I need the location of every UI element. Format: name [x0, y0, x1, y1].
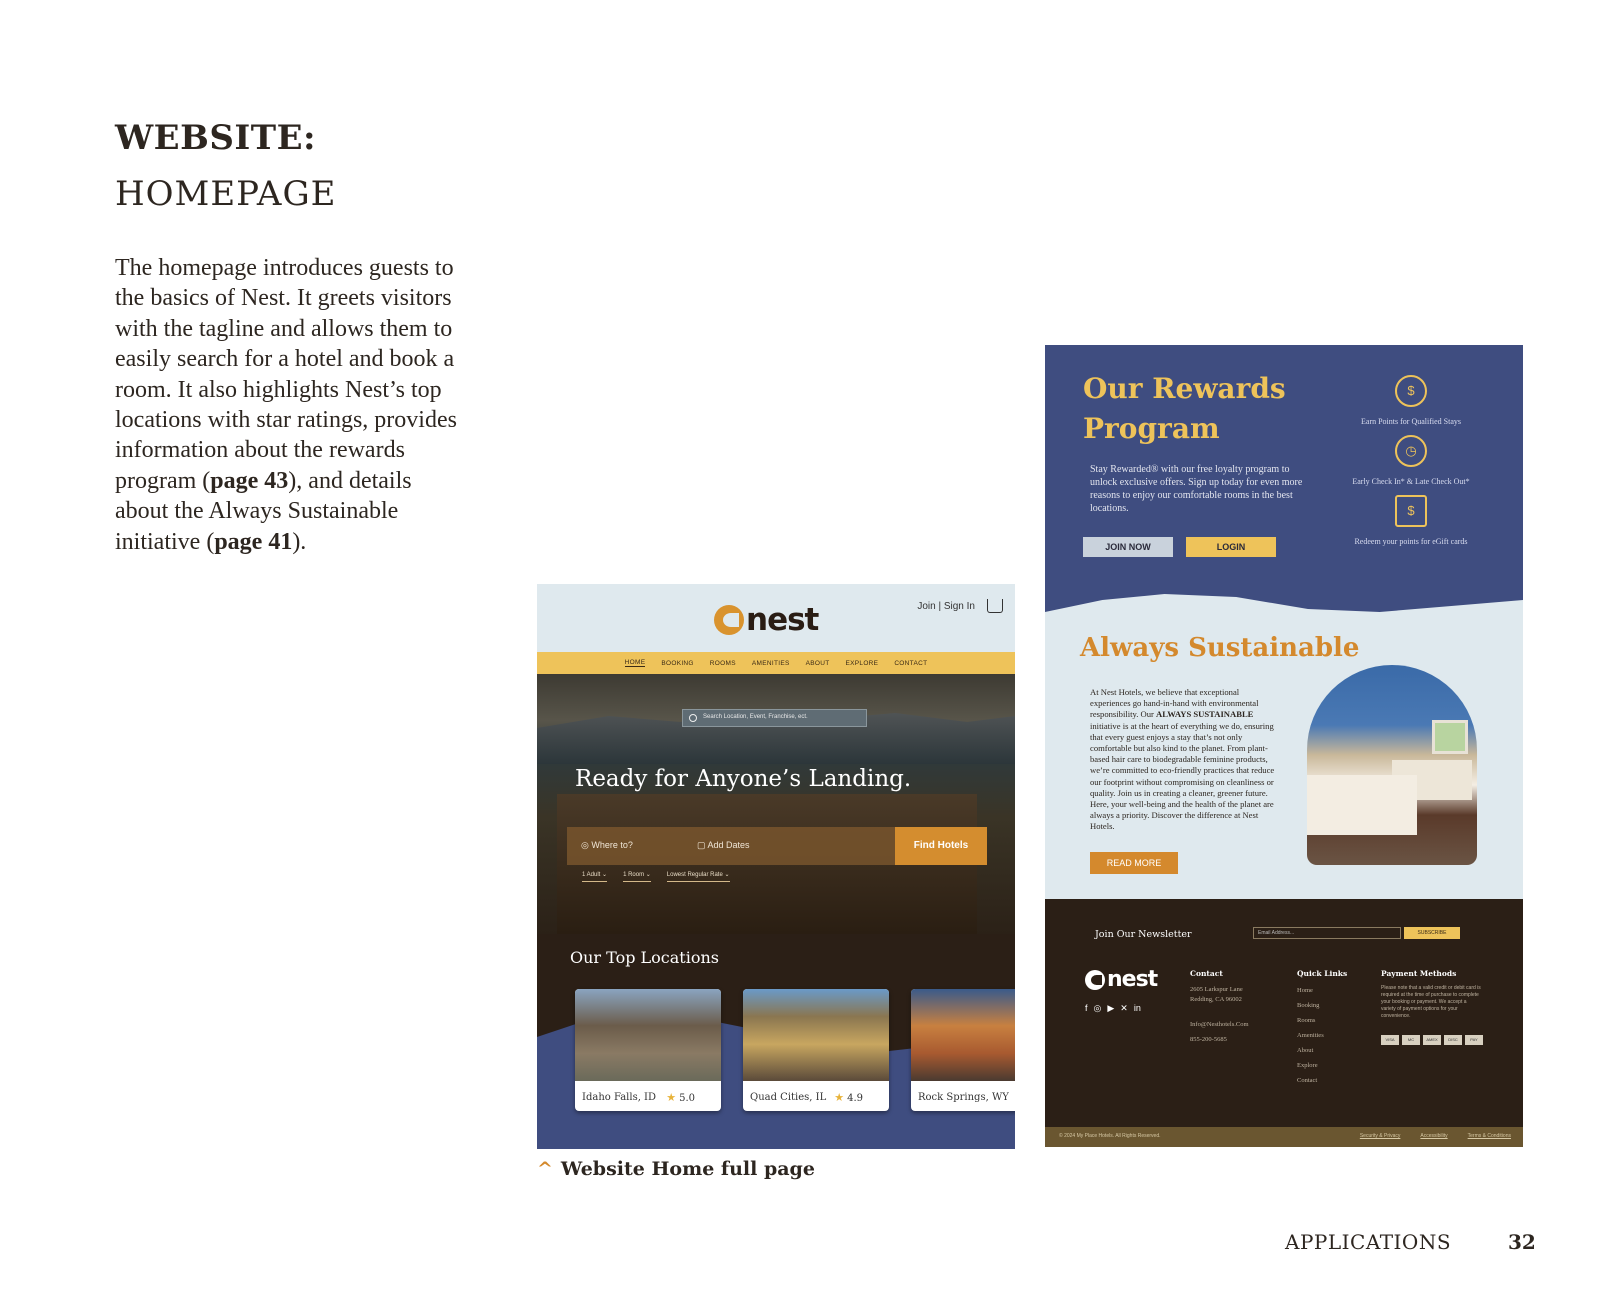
room-bed: [1307, 775, 1417, 835]
find-hotels-button[interactable]: Find Hotels: [895, 827, 987, 865]
page-number: 32: [1508, 1230, 1536, 1254]
copyright: © 2024 My Place Hotels. All Rights Reserved.: [1059, 1133, 1161, 1139]
footer-link[interactable]: Home: [1297, 987, 1313, 994]
footer-link[interactable]: About: [1297, 1047, 1314, 1054]
figure-caption: ^ Website Home full page: [537, 1158, 815, 1180]
page-title: WEBSITE:: [115, 118, 317, 158]
dates-field[interactable]: ▢ Add Dates: [697, 840, 750, 850]
search-icon: [689, 714, 697, 722]
perk-label: Earn Points for Qualified Stays: [1361, 417, 1461, 426]
facebook-icon[interactable]: f: [1085, 1003, 1088, 1013]
adults-select[interactable]: 1 Adult ⌄: [582, 871, 607, 882]
location-photo: [743, 989, 889, 1081]
perk-label: Early Check In* & Late Check Out*: [1352, 477, 1470, 486]
rewards-title: Our Rewards Program: [1083, 372, 1286, 445]
rewards-text: Stay Rewarded® with our free loyalty program to unlock exclusive offers. Sign up today for even more reasons to enjoy our comfortable rooms in the best locations.: [1090, 464, 1303, 514]
pay-icon: PAY: [1465, 1035, 1483, 1045]
nav-amenities[interactable]: AMENITIES: [751, 659, 790, 667]
main-nav: [537, 652, 1015, 674]
section-label: APPLICATIONS: [1285, 1230, 1452, 1254]
clock-icon: ◷: [1395, 435, 1427, 467]
booking-bar: [567, 827, 987, 865]
site-footer: [1045, 899, 1523, 1147]
sustainable-text: At Nest Hotels, we believe that exceptional experiences go hand-in-hand with environmental responsibility. Our ALWAYS SUSTAINABLE initiative is at the heart of everything we do, ensuring that every guest enjoys a stay that’s not only comfortable but also kind to the planet. From plant-based hair care to biodegradable feminine products, we’re committed to eco-friendly practices that reduce our footprint without compromising on cleanliness or quality. Join us in creating a cleaner, greener future. Here, your well-being and the health of the planet are always a priority. Discover the difference at Nest Hotels.: [1090, 687, 1275, 832]
nav-about[interactable]: ABOUT: [805, 659, 830, 667]
homepage-mockup: [537, 584, 1015, 1149]
legal-link[interactable]: Security & Privacy: [1359, 1133, 1401, 1139]
signin-link[interactable]: Join | Sign In: [917, 601, 975, 612]
linkedin-icon[interactable]: in: [1133, 1003, 1141, 1013]
star-icon: ★: [666, 1091, 677, 1104]
caret-icon: ^: [537, 1158, 553, 1180]
money-bag-icon: $: [1395, 375, 1427, 407]
nav-rooms[interactable]: ROOMS: [709, 659, 736, 667]
legal-link[interactable]: Terms & Conditions: [1467, 1133, 1511, 1139]
footer-link[interactable]: Amenities: [1297, 1032, 1324, 1039]
quick-links-heading: Quick Links: [1297, 969, 1348, 978]
contact-heading: Contact: [1190, 969, 1223, 978]
page-ref-rewards: page 43: [210, 467, 289, 494]
star-icon: ★: [834, 1091, 845, 1104]
social-links: [1085, 1003, 1141, 1014]
top-locations-title: Our Top Locations: [570, 948, 719, 967]
payment-heading: Payment Methods: [1381, 969, 1457, 978]
rewards-sustainable-mockup: [1045, 345, 1523, 1147]
footer-link[interactable]: Contact: [1297, 1077, 1318, 1084]
location-photo: [575, 989, 721, 1081]
cart-icon[interactable]: [987, 599, 1003, 613]
nav-booking[interactable]: BOOKING: [661, 659, 694, 667]
newsletter-email-input[interactable]: Email Address...: [1253, 927, 1401, 939]
footer-link[interactable]: Booking: [1297, 1002, 1320, 1009]
intro-paragraph: The homepage introduces guests to the basics of Nest. It greets visitors with the tagline and allows them to easily search for a hotel and book a room. It also highlights Nest’s top locations with star ratings, provides information about the rewards program (page 43), and details about the Always Sustainable initiative (page 41).: [115, 255, 457, 555]
footer-nest-logo[interactable]: nest: [1085, 967, 1157, 992]
room-window: [1432, 720, 1468, 754]
site-header: [537, 584, 1015, 652]
footer-bottom-bar: [1045, 1127, 1523, 1147]
hotel-room-photo: [1307, 665, 1477, 865]
rate-select[interactable]: Lowest Regular Rate ⌄: [667, 871, 730, 882]
nav-home[interactable]: HOME: [624, 659, 646, 666]
amex-icon: AMEX: [1423, 1035, 1441, 1045]
payment-cards: [1381, 1035, 1483, 1045]
nest-logo-icon: [714, 605, 744, 635]
contact-details: Info@Nesthotels.Com 855-200-5685: [1190, 1021, 1249, 1043]
hero-tagline: Ready for Anyone’s Landing.: [575, 766, 912, 792]
location-card[interactable]: Rock Springs, WY: [911, 989, 1015, 1111]
visa-icon: VISA: [1381, 1035, 1399, 1045]
hero-search-input[interactable]: Search Location, Event, Franchise, ect.: [682, 709, 867, 727]
legal-link[interactable]: Accessibility: [1420, 1133, 1448, 1139]
page-ref-sustainable: page 41: [214, 528, 293, 555]
contact-address: 2605 Larkspur Lane Redding, CA 96002: [1190, 986, 1243, 1003]
location-card[interactable]: Quad Cities, IL ★ 4.9: [743, 989, 889, 1111]
nest-logo[interactable]: nest: [714, 602, 818, 638]
location-photo: [911, 989, 1015, 1081]
rooms-select[interactable]: 1 Room ⌄: [623, 871, 651, 882]
gift-card-icon: $: [1395, 495, 1427, 527]
payment-note: Please note that a valid credit or debit card is required at the time of purchase to complete your booking or payment. We accept a variety of payment options for your convenience.: [1381, 985, 1481, 1019]
nav-contact[interactable]: CONTACT: [894, 659, 928, 667]
join-now-button[interactable]: JOIN NOW: [1083, 537, 1173, 557]
quick-links-list: [1297, 983, 1324, 1088]
page-subtitle: HOMEPAGE: [115, 174, 337, 214]
x-icon[interactable]: ✕: [1120, 1003, 1128, 1013]
newsletter-label: Join Our Newsletter: [1095, 929, 1192, 940]
nav-explore[interactable]: EXPLORE: [845, 659, 879, 667]
youtube-icon[interactable]: ▶: [1107, 1003, 1115, 1013]
read-more-button[interactable]: READ MORE: [1090, 852, 1178, 874]
legal-links: [1360, 1133, 1511, 1139]
instagram-icon[interactable]: ◎: [1093, 1003, 1102, 1013]
footer-link[interactable]: Rooms: [1297, 1017, 1316, 1024]
sustainable-title: Always Sustainable: [1080, 633, 1360, 663]
footer-link[interactable]: Explore: [1297, 1062, 1318, 1069]
booking-options: [582, 871, 730, 882]
location-card[interactable]: Idaho Falls, ID ★ 5.0: [575, 989, 721, 1111]
perk-label: Redeem your points for eGift cards: [1354, 537, 1468, 546]
where-field[interactable]: ◎ Where to?: [581, 840, 633, 850]
subscribe-button[interactable]: SUBSCRIBE: [1404, 927, 1460, 939]
discover-icon: DISC: [1444, 1035, 1462, 1045]
nest-logo-icon: [1085, 970, 1105, 990]
mastercard-icon: MC: [1402, 1035, 1420, 1045]
hero-image: [537, 674, 1015, 934]
login-button[interactable]: LOGIN: [1186, 537, 1276, 557]
